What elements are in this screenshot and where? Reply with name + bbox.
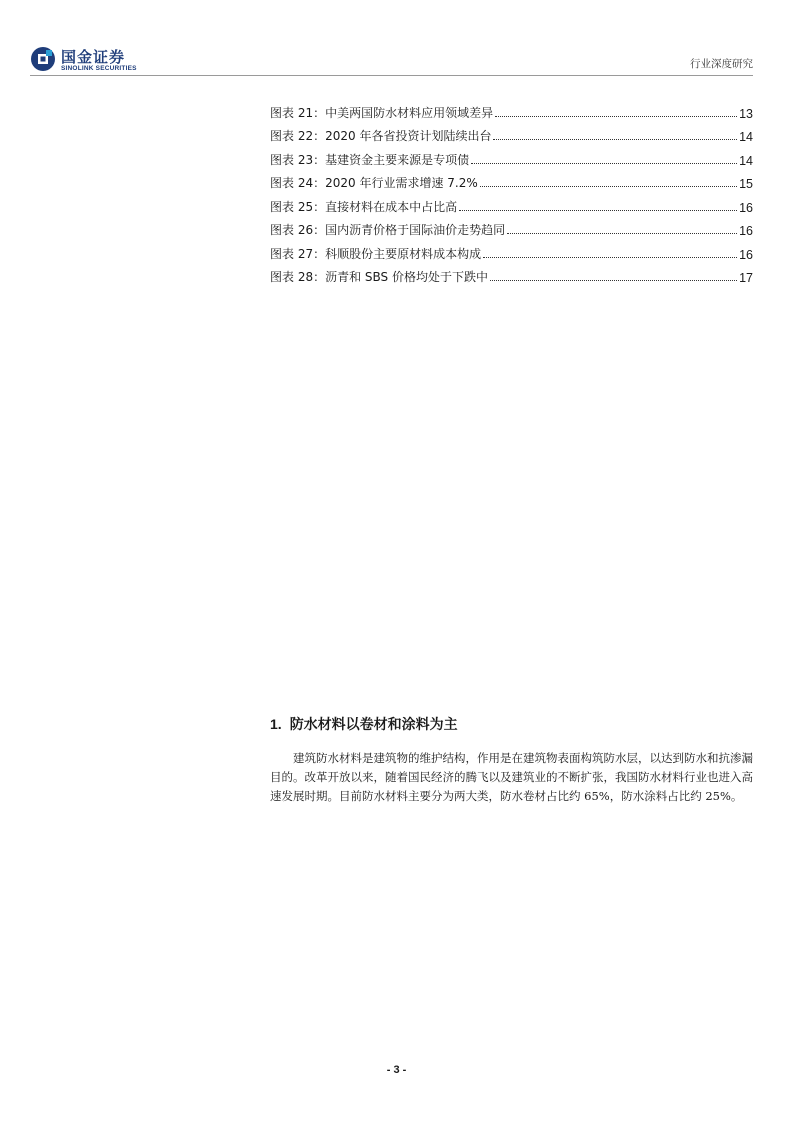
figure-list	[270, 97, 753, 285]
section-title: 防水材料以卷材和涂料为主	[289, 717, 458, 733]
header-divider	[30, 75, 753, 76]
toc-entry-page: 14	[739, 153, 753, 168]
toc-leader-dots	[507, 232, 737, 234]
section-heading	[270, 714, 458, 734]
toc-leader-dots	[495, 115, 737, 117]
toc-entry-label: 图表 24：2020 年行业需求增速 7.2%	[270, 176, 478, 190]
toc-entry[interactable]	[270, 262, 753, 286]
page-number: - 3 -	[386, 1064, 407, 1076]
toc-entry[interactable]	[270, 144, 753, 168]
toc-entry[interactable]	[270, 121, 753, 145]
toc-entry-page: 17	[739, 271, 753, 285]
toc-entry[interactable]	[270, 191, 753, 215]
toc-leader-dots	[471, 162, 737, 164]
toc-leader-dots	[490, 279, 737, 281]
toc-entry-label: 图表 26：国内沥青价格于国际油价走势趋同	[270, 223, 506, 237]
toc-leader-dots	[483, 256, 737, 258]
toc-entry-page: 16	[739, 247, 753, 262]
toc-leader-dots	[480, 185, 737, 187]
toc-entry-label: 图表 22：2020 年各省投资计划陆续出台	[270, 129, 492, 143]
toc-entry[interactable]	[270, 97, 753, 121]
body-paragraph: 建筑防水材料是建筑物的维护结构，作用是在建筑物表面构筑防水层，以达到防水和抗渗漏目的。改革开放以来，随着国民经济的腾飞以及建筑业的不断扩张，我国防水材料行业也进入高速发展时期。目前防水材料主要分为两大类，防水卷材占比约 65%，防水涂料占比约 25%。	[270, 751, 753, 803]
report-type-label: 行业深度研究	[690, 58, 753, 70]
section-number: 1.	[270, 716, 282, 732]
toc-entry[interactable]	[270, 215, 753, 239]
toc-entry-label: 图表 25：直接材料在成本中占比高	[270, 199, 458, 214]
toc-entry-label: 图表 23：基建资金主要来源是专项债	[270, 152, 470, 167]
toc-entry-page: 16	[739, 224, 753, 238]
company-logo	[30, 44, 190, 74]
toc-entry-page: 16	[739, 200, 753, 215]
toc-entry-label: 图表 27：科顺股份主要原材料成本构成	[270, 246, 482, 261]
sinolink-logo-icon	[30, 46, 56, 72]
toc-entry-page: 15	[739, 177, 753, 191]
toc-entry-label: 图表 28：沥青和 SBS 价格均处于下跌中	[270, 270, 488, 284]
toc-entry[interactable]	[270, 168, 753, 192]
toc-entry[interactable]	[270, 238, 753, 262]
toc-entry-label: 图表 21：中美两国防水材料应用领域差异	[270, 105, 494, 120]
toc-leader-dots	[459, 209, 737, 211]
logo-chinese-name: 国金证券	[61, 48, 126, 66]
toc-entry-page: 14	[739, 130, 753, 144]
toc-leader-dots	[493, 138, 737, 140]
page-header	[30, 44, 753, 74]
logo-english-name: SINOLINK SECURITIES	[61, 65, 137, 72]
toc-entry-page: 13	[739, 106, 753, 121]
